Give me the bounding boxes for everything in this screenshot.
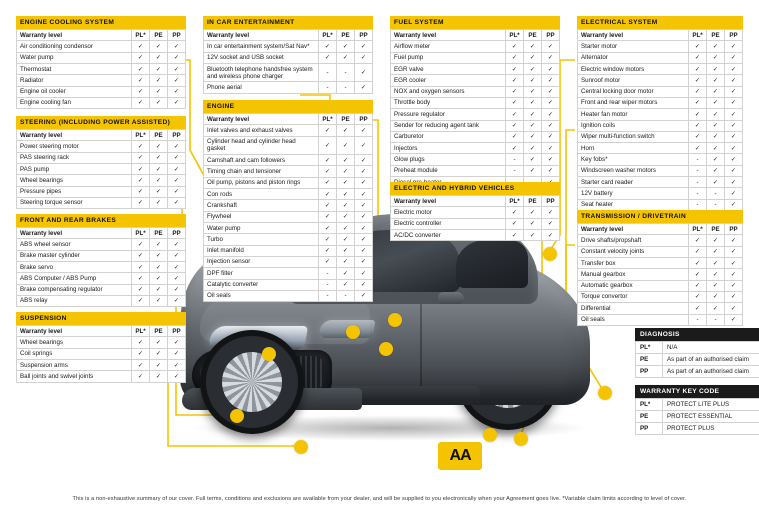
panel-title: ENGINE COOLING SYSTEM: [16, 16, 186, 29]
table-row: Preheat module - ✓ ✓: [391, 165, 560, 176]
table-row: ABS Computer / ABS Pump ✓ ✓ ✓: [17, 273, 186, 284]
table-row: PAS pump ✓ ✓ ✓: [17, 163, 186, 174]
callout-dot-ice[interactable]: [346, 325, 360, 339]
table-row: Differential ✓ ✓ ✓: [578, 303, 743, 314]
table-row: Wiper multi-function switch ✓ ✓ ✓: [578, 131, 743, 142]
table-row: Transfer box ✓ ✓ ✓: [578, 257, 743, 268]
panel-suspension: [16, 312, 186, 383]
table-row: AC/DC converter ✓ ✓ ✓: [391, 229, 560, 240]
panel-electrical-system: [577, 16, 743, 211]
legend-diagnosis: [635, 328, 759, 378]
table-row: Suspension arms ✓ ✓ ✓: [17, 359, 186, 370]
table-row: Camshaft and cam followers ✓ ✓ ✓: [204, 155, 373, 166]
callout-dot-steering[interactable]: [262, 347, 276, 361]
table-row: Timing chain and tensioner ✓ ✓ ✓: [204, 166, 373, 177]
panel-table: Warranty level PL* PE PP Drive shafts/propshaft ✓ ✓ ✓ Constant velocity joints ✓ ✓ ✓ Transfer box ✓ ✓ ✓ Manual gearbox ✓ ✓ ✓ Automatic gearbox ✓ ✓ ✓ Torque convertor ✓ ✓ ✓ Differential ✓ ✓ ✓ Oil seals - - ✓: [577, 223, 743, 326]
table-row: Inlet manifold ✓ ✓ ✓: [204, 245, 373, 256]
table-row: Turbo ✓ ✓ ✓: [204, 234, 373, 245]
legend-row: PP PROTECT PLUS: [636, 423, 759, 435]
table-row: Con rods ✓ ✓ ✓: [204, 189, 373, 200]
table-row: Central locking door motor ✓ ✓ ✓: [578, 86, 743, 97]
table-row: Fuel pump ✓ ✓ ✓: [391, 52, 560, 63]
table-row: Flywheel ✓ ✓ ✓: [204, 211, 373, 222]
table-row: Ball joints and swivel joints ✓ ✓ ✓: [17, 371, 186, 382]
table-row: Brake master cylinder ✓ ✓ ✓: [17, 250, 186, 261]
table-row: PAS steering rack ✓ ✓ ✓: [17, 152, 186, 163]
footnote: This is a non-exhaustive summary of our cover. Full terms, conditions and exclusions are available from your dealer, and will be supplied to you electronically when your Agreement goes live. *Variable claim limits according to level of cover.: [72, 496, 687, 502]
table-row: Manual gearbox ✓ ✓ ✓: [578, 269, 743, 280]
badge-title: Warranty: [366, 446, 414, 459]
panel-table: Warranty level PL* PE PP In car entertainment system/Sat Nav* ✓ ✓ ✓ 12V socket and USB socket ✓ ✓ ✓ Bluetooth telephone handsfree system and wireless phone charger - - ✓ Phone aerial - - ✓: [203, 29, 373, 94]
table-row: Steering torque sensor ✓ ✓ ✓: [17, 197, 186, 208]
table-row: Wheel bearings ✓ ✓ ✓: [17, 337, 186, 348]
table-row: Airflow meter ✓ ✓ ✓: [391, 41, 560, 52]
table-row: Sunroof motor ✓ ✓ ✓: [578, 75, 743, 86]
legend-title: DIAGNOSIS: [635, 328, 759, 341]
table-row: Coil springs ✓ ✓ ✓: [17, 348, 186, 359]
table-row: Power steering motor ✓ ✓ ✓: [17, 141, 186, 152]
table-row: Bluetooth telephone handsfree system and wireless phone charger - - ✓: [204, 63, 373, 81]
panel-front-and-rear-brakes: [16, 214, 186, 307]
badge-subtitle: Available for this vehicle: [366, 459, 431, 466]
table-row: NOX and oxygen sensors ✓ ✓ ✓: [391, 86, 560, 97]
table-row: Drive shafts/propshaft ✓ ✓ ✓: [578, 235, 743, 246]
table-row: ABS relay ✓ ✓ ✓: [17, 295, 186, 306]
panel-table: Warranty level PL* PE PP Power steering motor ✓ ✓ ✓ PAS steering rack ✓ ✓ ✓ PAS pump ✓ ✓ ✓ Wheel bearings ✓ ✓ ✓ Pressure pipes ✓ ✓ ✓ Steering torque sensor ✓ ✓ ✓: [16, 129, 186, 209]
legend-row: PL* N/A: [636, 342, 759, 354]
front-wheel: [200, 330, 304, 434]
callout-dot-transmission[interactable]: [514, 432, 528, 446]
table-row: Oil seals - - ✓: [578, 314, 743, 325]
panel-title: FUEL SYSTEM: [390, 16, 560, 29]
table-row: Starter card reader - ✓ ✓: [578, 177, 743, 188]
table-row: Brake servo ✓ ✓ ✓: [17, 261, 186, 272]
panel-title: ELECTRIC AND HYBRID VEHICLES: [390, 182, 560, 195]
table-row: Radiator ✓ ✓ ✓: [17, 75, 186, 86]
table-row: Cylinder head and cylinder head gasket ✓ ✓ ✓: [204, 136, 373, 154]
panel-table: [16, 29, 186, 109]
table-row: Oil seals - - ✓: [204, 290, 373, 301]
table-row: Engine cooling fan ✓ ✓ ✓: [17, 97, 186, 108]
col-pe: PE: [150, 30, 168, 41]
table-row: EGR cooler ✓ ✓ ✓: [391, 75, 560, 86]
panel-transmission-drivetrain: [577, 210, 743, 326]
panel-engine-cooling-system: [16, 16, 186, 109]
table-row: Starter motor ✓ ✓ ✓: [578, 41, 743, 52]
legend-row: PE PROTECT ESSENTIAL: [636, 411, 759, 423]
table-row: Carburetor ✓ ✓ ✓: [391, 131, 560, 142]
callout-dot-brakes[interactable]: [230, 409, 244, 423]
table-row: Constant velocity joints ✓ ✓ ✓: [578, 246, 743, 257]
warranty-badge: [366, 438, 498, 474]
panel-title: TRANSMISSION / DRIVETRAIN: [577, 210, 743, 223]
panel-table: Warranty level PL* PE PP Inlet valves and exhaust valves ✓ ✓ ✓ Cylinder head and cylinder head gasket ✓ ✓ ✓ Camshaft and cam followers ✓ ✓ ✓ Timing chain and tensioner ✓ ✓ ✓ Oil pump, pistons and piston rings ✓ ✓ ✓ Con rods ✓ ✓ ✓ Crankshaft ✓ ✓ ✓ Flywheel ✓ ✓ ✓ Water pump ✓ ✓ ✓ Turbo ✓ ✓ ✓ Inlet manifold ✓ ✓ ✓ Injection sensor ✓ ✓ ✓ DPF filter - ✓ ✓ Catalytic converter - ✓ ✓ Oil seals - - ✓: [203, 113, 373, 302]
panel-in-car-entertainment: [203, 16, 373, 94]
panel-table: Warranty level PL* PE PP ABS wheel sensor ✓ ✓ ✓ Brake master cylinder ✓ ✓ ✓ Brake servo ✓ ✓ ✓ ABS Computer / ABS Pump ✓ ✓ ✓ Brake compensating regulator ✓ ✓ ✓ ABS relay ✓ ✓ ✓: [16, 227, 186, 307]
aa-logo: AA: [438, 442, 482, 470]
table-row: Phone aerial - - ✓: [204, 82, 373, 93]
table-row: Windscreen washer motors - ✓ ✓: [578, 165, 743, 176]
table-row: Catalytic converter - ✓ ✓: [204, 279, 373, 290]
panel-table: Warranty level PL* PE PP Wheel bearings ✓ ✓ ✓ Coil springs ✓ ✓ ✓ Suspension arms ✓ ✓ ✓ Ball joints and swivel joints ✓ ✓ ✓: [16, 325, 186, 383]
table-row: Inlet valves and exhaust valves ✓ ✓ ✓: [204, 125, 373, 136]
callout-dot-hybrid[interactable]: [483, 428, 497, 442]
callout-dot-engine[interactable]: [379, 342, 393, 356]
table-row: ABS wheel sensor ✓ ✓ ✓: [17, 239, 186, 250]
table-row: Brake compensating regulator ✓ ✓ ✓: [17, 284, 186, 295]
table-row: Electric window motors ✓ ✓ ✓: [578, 63, 743, 74]
table-row: Alternator ✓ ✓ ✓: [578, 52, 743, 63]
table-row: Electric controller ✓ ✓ ✓: [391, 218, 560, 229]
table-row: Glow plugs - ✓ ✓: [391, 154, 560, 165]
panel-steering: [16, 116, 186, 209]
col-pl: PL*: [132, 30, 150, 41]
panel-engine: [203, 100, 373, 302]
table-row: Thermostat ✓ ✓ ✓: [17, 63, 186, 74]
table-row: Injectors ✓ ✓ ✓: [391, 143, 560, 154]
table-row: 12V socket and USB socket ✓ ✓ ✓: [204, 52, 373, 63]
table-row: DPF filter - ✓ ✓: [204, 268, 373, 279]
table-row: Air conditioning condensor ✓ ✓ ✓: [17, 41, 186, 52]
panel-title: ELECTRICAL SYSTEM: [577, 16, 743, 29]
table-row: In car entertainment system/Sat Nav* ✓ ✓ ✓: [204, 41, 373, 52]
panel-title: FRONT AND REAR BRAKES: [16, 214, 186, 227]
table-row: Seat heater - - ✓: [578, 199, 743, 210]
table-row: Heater fan motor ✓ ✓ ✓: [578, 109, 743, 120]
table-row: Pressure regulator ✓ ✓ ✓: [391, 109, 560, 120]
col-pp: PP: [168, 30, 186, 41]
col-warranty-level: Warranty level: [17, 30, 132, 41]
callout-dot-drivetrain[interactable]: [598, 386, 612, 400]
panel-title: SUSPENSION: [16, 312, 186, 325]
table-row: Key fobs* - ✓ ✓: [578, 154, 743, 165]
legend-row: PP As part of an authorised claim: [636, 366, 759, 378]
table-row: Front and rear wiper motors ✓ ✓ ✓: [578, 97, 743, 108]
table-row: Oil pump, pistons and piston rings ✓ ✓ ✓: [204, 177, 373, 188]
table-row: Torque convertor ✓ ✓ ✓: [578, 291, 743, 302]
panel-title: IN CAR ENTERTAINMENT: [203, 16, 373, 29]
table-row: EGR valve ✓ ✓ ✓: [391, 63, 560, 74]
legend-warranty-key-code: [635, 385, 759, 435]
table-row: Ignition coils ✓ ✓ ✓: [578, 120, 743, 131]
table-row: Injection sensor ✓ ✓ ✓: [204, 256, 373, 267]
panel-title: ENGINE: [203, 100, 373, 113]
callout-dot-fuel-system[interactable]: [388, 313, 402, 327]
table-row: Crankshaft ✓ ✓ ✓: [204, 200, 373, 211]
table-row: Wheel bearings ✓ ✓ ✓: [17, 175, 186, 186]
table-row: Horn ✓ ✓ ✓: [578, 143, 743, 154]
table-row: Sender for reducing agent tank ✓ ✓ ✓: [391, 120, 560, 131]
table-row: Throttle body ✓ ✓ ✓: [391, 97, 560, 108]
panel-title: STEERING (INCLUDING POWER ASSISTED): [16, 116, 186, 129]
table-row: Engine oil cooler ✓ ✓ ✓: [17, 86, 186, 97]
callout-dot-suspension[interactable]: [294, 440, 308, 454]
table-row: Water pump ✓ ✓ ✓: [204, 222, 373, 233]
panel-electric-and-hybrid-vehicles: [390, 182, 560, 241]
table-row: Electric motor ✓ ✓ ✓: [391, 207, 560, 218]
table-row: Pressure pipes ✓ ✓ ✓: [17, 186, 186, 197]
legend-row: PE As part of an authorised claim: [636, 354, 759, 366]
panel-fuel-system: [390, 16, 560, 188]
panel-table: Warranty level PL* PE PP Electric motor ✓ ✓ ✓ Electric controller ✓ ✓ ✓ AC/DC converter ✓ ✓ ✓: [390, 195, 560, 241]
legend-row: PL* PROTECT LITE PLUS: [636, 399, 759, 411]
table-row: Automatic gearbox ✓ ✓ ✓: [578, 280, 743, 291]
legend-title: WARRANTY KEY CODE: [635, 385, 759, 398]
table-row: 12V battery - - ✓: [578, 188, 743, 199]
panel-table: Warranty level PL* PE PP Starter motor ✓ ✓ ✓ Alternator ✓ ✓ ✓ Electric window motors ✓ ✓ ✓ Sunroof motor ✓ ✓ ✓ Central locking door motor ✓ ✓ ✓ Front and rear wiper motors ✓ ✓ ✓ Heater fan motor ✓ ✓ ✓ Ignition coils ✓ ✓ ✓ Wiper multi-function switch ✓ ✓ ✓ Horn ✓ ✓ ✓ Key fobs* - ✓ ✓ Windscreen washer motors - ✓ ✓ Starter card reader - ✓ ✓ 12V battery - - ✓ Seat heater - - ✓: [577, 29, 743, 211]
table-row: Water pump ✓ ✓ ✓: [17, 52, 186, 63]
panel-table: Warranty level PL* PE PP Airflow meter ✓ ✓ ✓ Fuel pump ✓ ✓ ✓ EGR valve ✓ ✓ ✓ EGR cooler ✓ ✓ ✓ NOX and oxygen sensors ✓ ✓ ✓ Throttle body ✓ ✓ ✓ Pressure regulator ✓ ✓ ✓ Sender for reducing agent tank ✓ ✓ ✓ Carburetor ✓ ✓ ✓ Injectors ✓ ✓ ✓ Glow plugs - ✓ ✓ Preheat module - ✓ ✓: [390, 29, 560, 188]
callout-dot-electrical[interactable]: [543, 247, 557, 261]
